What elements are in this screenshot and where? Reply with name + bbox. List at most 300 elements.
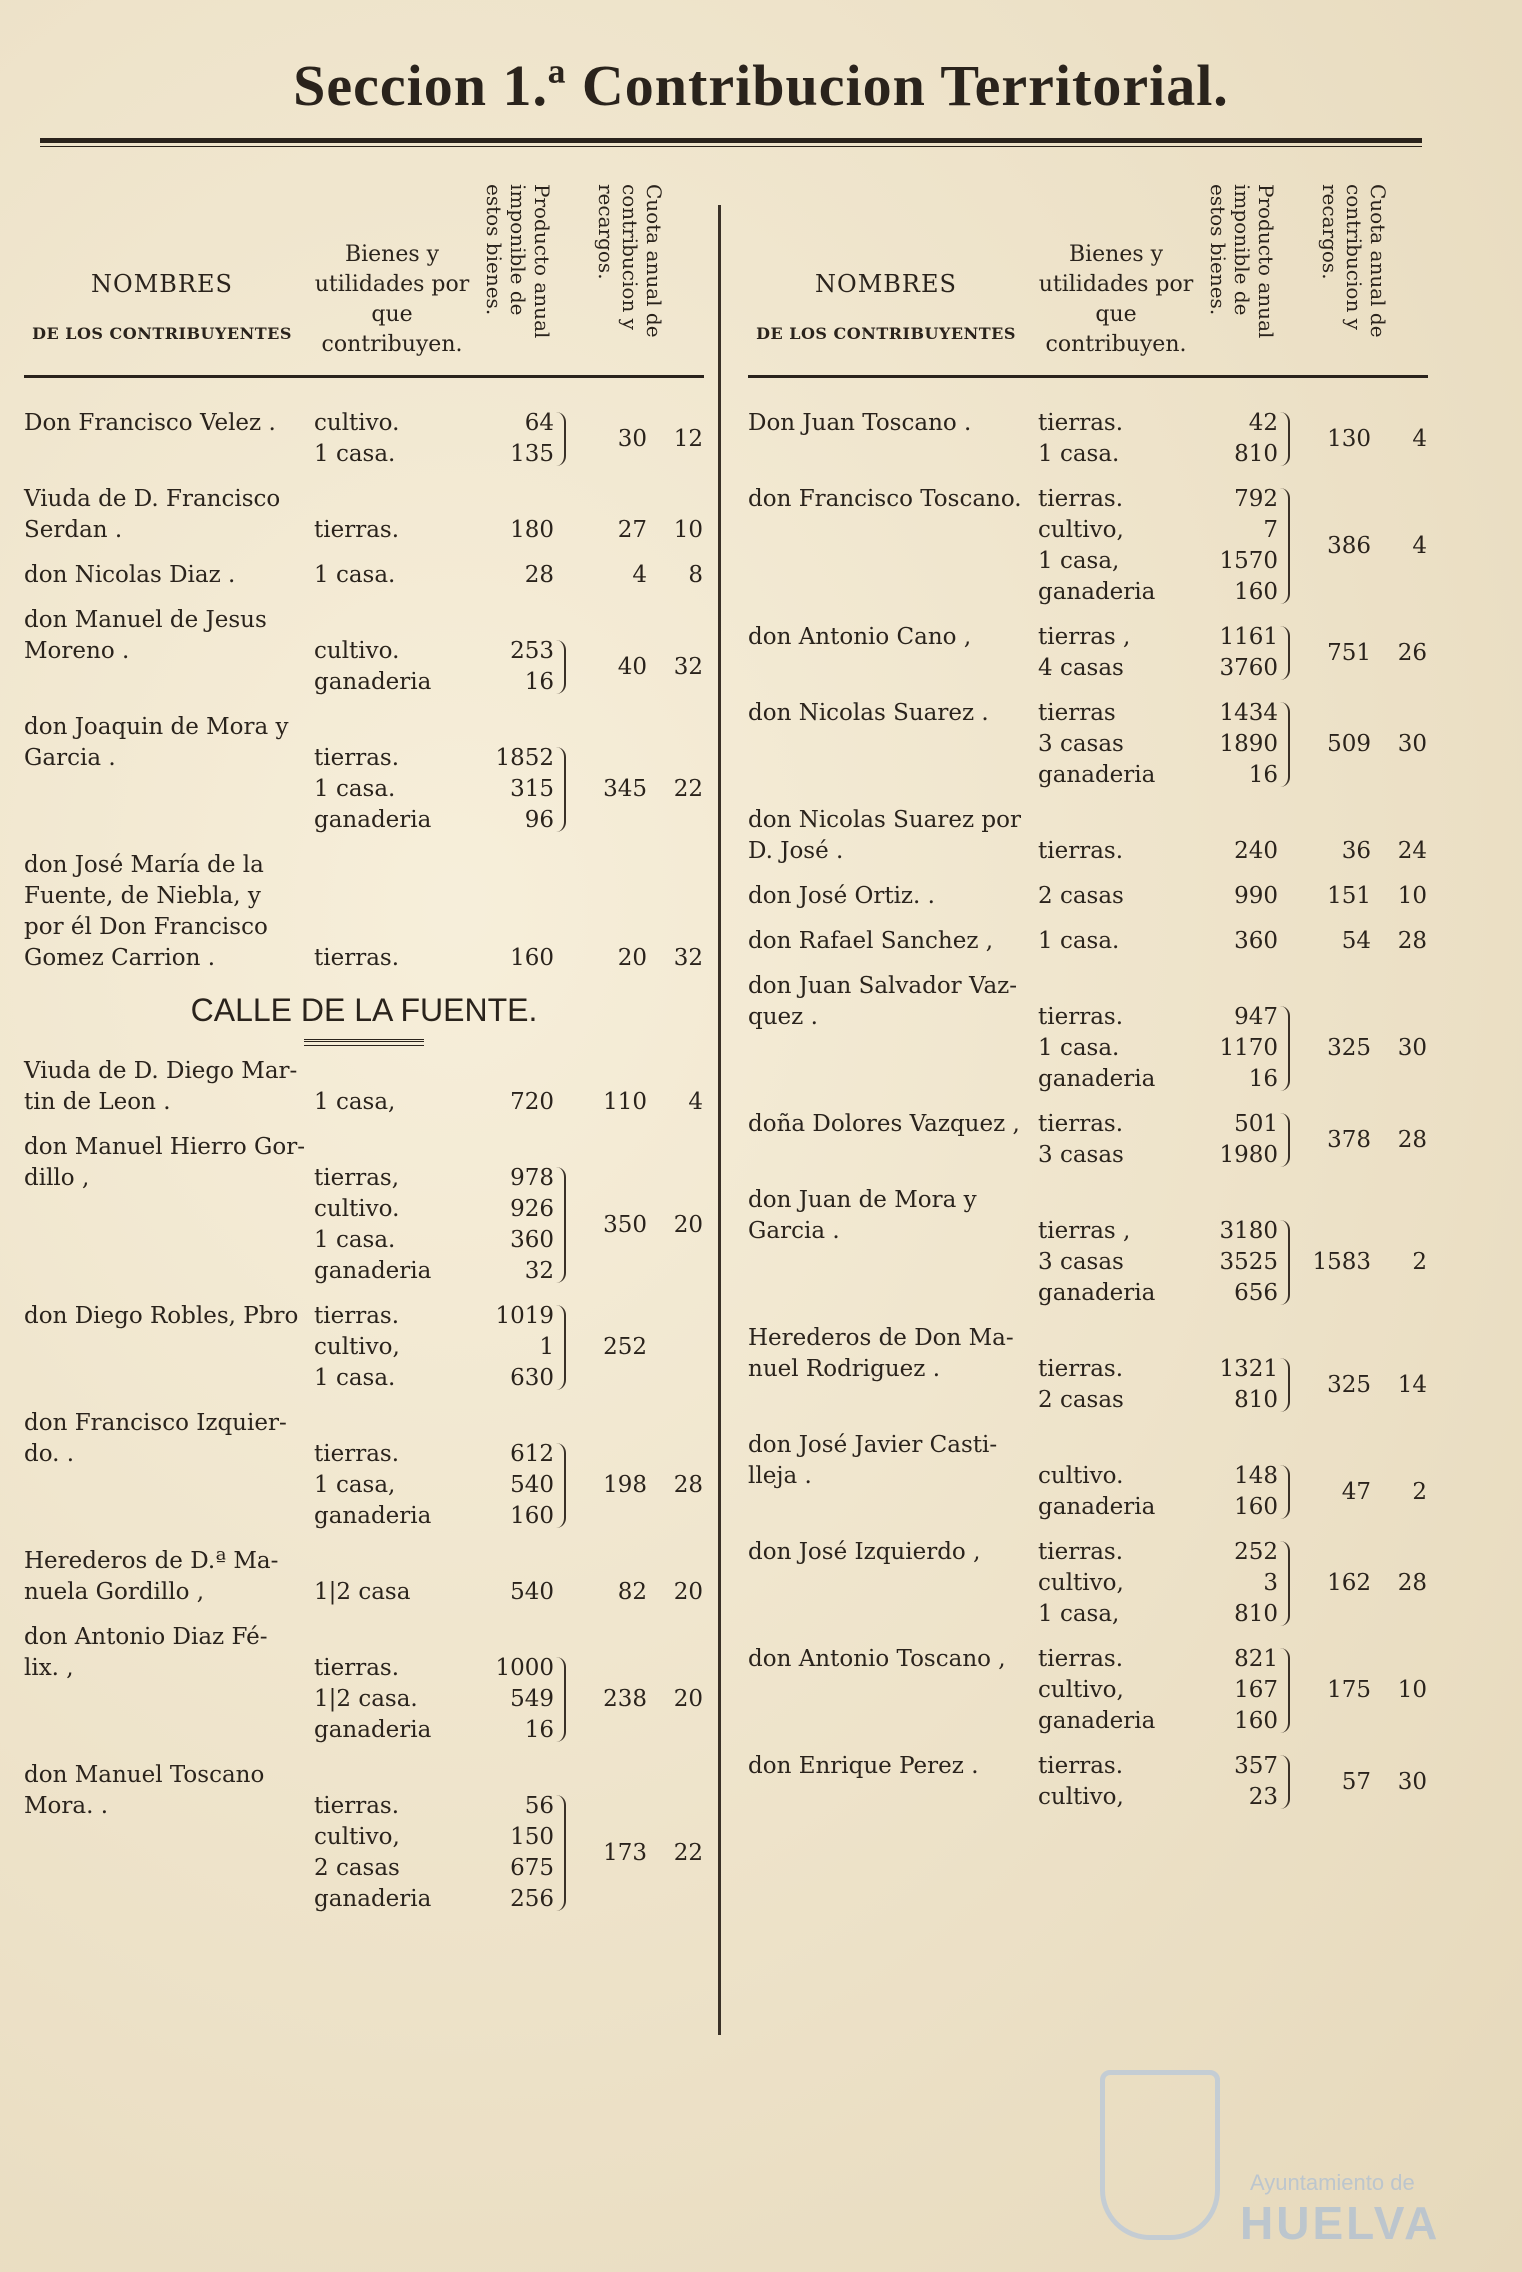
property-item bbox=[314, 774, 554, 805]
property-item bbox=[314, 1332, 554, 1363]
property-value: 64 bbox=[524, 410, 554, 436]
brace-mark bbox=[1278, 1220, 1290, 1305]
property-kind: 3 casas bbox=[1038, 1142, 1124, 1168]
watermark-line1: Ayuntamiento de bbox=[1250, 2170, 1415, 2195]
brace-mark bbox=[1278, 1006, 1290, 1091]
name-line: Serdan . bbox=[24, 517, 123, 543]
right-column bbox=[748, 170, 1428, 1827]
property-value: 792 bbox=[1234, 486, 1278, 512]
tax-pesos: 386 bbox=[1327, 532, 1371, 559]
property-list bbox=[1038, 484, 1278, 608]
property-kind: tierras. bbox=[1038, 1539, 1124, 1565]
property-kind: ganaderia bbox=[314, 807, 432, 833]
property-list bbox=[1038, 1002, 1278, 1095]
name-line: don Manuel Toscano bbox=[24, 1762, 265, 1788]
table-row bbox=[24, 1301, 704, 1394]
property-list bbox=[314, 636, 554, 698]
property-item bbox=[314, 1884, 554, 1915]
name-line: don Francisco Toscano. bbox=[748, 486, 1022, 512]
table-row bbox=[748, 881, 1428, 912]
tax-pesos: 20 bbox=[617, 945, 647, 971]
property-item bbox=[1038, 1492, 1278, 1523]
street-rule bbox=[304, 1039, 424, 1046]
name-line: lleja . bbox=[748, 1463, 812, 1489]
property-kind: tierras. bbox=[1038, 1753, 1124, 1779]
tax-pesos: 30 bbox=[617, 425, 647, 452]
property-kind: 2 casas bbox=[1038, 1387, 1124, 1413]
property-kind: 1 casa. bbox=[1038, 1035, 1120, 1061]
header-names bbox=[24, 270, 300, 343]
brace-mark bbox=[554, 1443, 566, 1528]
property-kind: cultivo. bbox=[314, 1196, 400, 1222]
name-line: don Enrique Perez . bbox=[748, 1753, 979, 1779]
name-line: don José Izquierdo , bbox=[748, 1539, 981, 1565]
property-item bbox=[314, 1087, 554, 1118]
name-line: don José Ortiz. . bbox=[748, 883, 935, 909]
property-item bbox=[314, 1853, 554, 1884]
property-item bbox=[314, 408, 554, 439]
property-kind: tierras. bbox=[1038, 1004, 1124, 1030]
property-item bbox=[1038, 1537, 1278, 1568]
name-line: nuela Gordillo , bbox=[24, 1579, 205, 1605]
brace-mark bbox=[554, 1305, 566, 1390]
header-names bbox=[748, 270, 1024, 343]
property-kind: 1 casa. bbox=[314, 776, 396, 802]
property-kind: ganaderia bbox=[1038, 1708, 1156, 1734]
property-list bbox=[314, 408, 554, 470]
tax-pesos: 47 bbox=[1341, 1478, 1371, 1505]
property-item bbox=[1038, 1354, 1278, 1385]
property-item bbox=[314, 805, 554, 836]
brace-mark bbox=[1278, 1755, 1290, 1809]
contributor-name bbox=[748, 1537, 1038, 1568]
property-value: 360 bbox=[510, 1227, 554, 1253]
name-line: don Nicolas Diaz . bbox=[24, 562, 236, 588]
table-row bbox=[24, 1622, 704, 1746]
name-line: Garcia . bbox=[24, 745, 116, 771]
property-item bbox=[1038, 1278, 1278, 1309]
table-row bbox=[24, 560, 704, 591]
property-value: 630 bbox=[510, 1365, 554, 1391]
property-kind: tierras. bbox=[314, 1655, 400, 1681]
contributor-name bbox=[24, 1546, 314, 1608]
property-kind: 1 casa. bbox=[314, 1365, 396, 1391]
property-value: 42 bbox=[1248, 410, 1278, 436]
table-row bbox=[24, 1408, 704, 1532]
header-producto: Producto anual imponible de estos bienes. bbox=[1206, 184, 1278, 339]
brace-mark bbox=[1278, 1358, 1290, 1412]
brace-mark bbox=[554, 1167, 566, 1283]
property-kind: 3 casas bbox=[1038, 731, 1124, 757]
brace-mark bbox=[1278, 702, 1290, 787]
contributor-name bbox=[748, 881, 1038, 912]
property-item bbox=[1038, 1033, 1278, 1064]
page-title: Seccion 1.ª Contribucion Territorial. bbox=[293, 53, 1229, 118]
property-kind: cultivo, bbox=[314, 1824, 400, 1850]
property-item bbox=[314, 1715, 554, 1746]
property-list bbox=[1038, 1461, 1278, 1523]
property-value: 549 bbox=[510, 1686, 554, 1712]
tax-pesos: 252 bbox=[603, 1334, 647, 1360]
brace-mark bbox=[554, 640, 566, 694]
tax-cents: 28 bbox=[673, 1472, 703, 1498]
property-item bbox=[1038, 881, 1278, 912]
tax-pesos: 130 bbox=[1327, 425, 1371, 452]
property-value: 150 bbox=[510, 1824, 554, 1850]
property-item bbox=[314, 1194, 554, 1225]
property-value: 1890 bbox=[1219, 731, 1278, 757]
contributor-name bbox=[748, 622, 1038, 653]
tax-pesos: 151 bbox=[1327, 883, 1371, 909]
table-row bbox=[24, 1056, 704, 1118]
tax-cents: 20 bbox=[673, 1579, 703, 1605]
property-kind: tierras, bbox=[314, 1165, 400, 1191]
property-list bbox=[1038, 1751, 1278, 1813]
name-line: do. . bbox=[24, 1441, 75, 1467]
property-value: 167 bbox=[1234, 1677, 1278, 1703]
brace-mark bbox=[554, 1795, 566, 1911]
tax-cents: 32 bbox=[673, 945, 703, 971]
property-item bbox=[314, 636, 554, 667]
brace-mark bbox=[1278, 1113, 1290, 1167]
table-header bbox=[748, 170, 1428, 378]
property-list bbox=[1038, 1354, 1278, 1416]
name-line: Viuda de D. Francisco bbox=[24, 486, 281, 512]
name-line: D. José . bbox=[748, 838, 844, 864]
watermark-line2: HUELVA bbox=[1240, 2197, 1441, 2249]
brace-mark bbox=[1278, 488, 1290, 604]
property-item bbox=[1038, 1216, 1278, 1247]
name-line: don Manuel Hierro Gor- bbox=[24, 1134, 306, 1160]
property-value: 16 bbox=[524, 669, 554, 695]
property-kind: 1 casa, bbox=[314, 1472, 396, 1498]
contributor-name bbox=[748, 1109, 1038, 1140]
name-line: nuel Rodriguez . bbox=[748, 1356, 941, 1382]
property-item bbox=[314, 1301, 554, 1332]
property-kind: 4 casas bbox=[1038, 655, 1124, 681]
name-line: don Francisco Izquier- bbox=[24, 1410, 287, 1436]
property-value: 540 bbox=[510, 1472, 554, 1498]
property-kind: 1 casa, bbox=[314, 1089, 396, 1115]
property-kind: tierras. bbox=[1038, 1111, 1124, 1137]
property-list bbox=[314, 1301, 554, 1394]
property-item bbox=[314, 1363, 554, 1394]
tax-cents: 22 bbox=[673, 776, 703, 802]
property-item bbox=[1038, 1002, 1278, 1033]
property-value: 16 bbox=[524, 1717, 554, 1743]
property-kind: 1 casa. bbox=[1038, 441, 1120, 467]
property-value: 32 bbox=[524, 1258, 554, 1284]
property-item bbox=[314, 1439, 554, 1470]
property-item bbox=[1038, 836, 1278, 867]
right-table bbox=[748, 408, 1428, 1813]
contributor-name bbox=[748, 484, 1038, 515]
property-value: 180 bbox=[510, 517, 554, 543]
name-line: don Antonio Toscano , bbox=[748, 1646, 1006, 1672]
tax-cents: 26 bbox=[1397, 639, 1427, 666]
property-item bbox=[314, 1501, 554, 1532]
header-bienes: Bienes y utilidades por que contribuyen. bbox=[314, 242, 470, 357]
header-nombres: NOMBRES bbox=[815, 270, 957, 298]
contributor-name bbox=[24, 1408, 314, 1470]
property-kind: tierras. bbox=[314, 945, 400, 971]
property-kind: tierras bbox=[1038, 700, 1116, 726]
property-kind: ganaderia bbox=[1038, 1280, 1156, 1306]
name-line: don Diego Robles, Pbro bbox=[24, 1303, 299, 1329]
tax-cents: 2 bbox=[1412, 1249, 1427, 1275]
property-kind: cultivo, bbox=[1038, 517, 1124, 543]
brace-mark bbox=[554, 412, 566, 466]
tax-cents: 4 bbox=[1412, 532, 1427, 559]
name-line: por él Don Francisco bbox=[24, 914, 268, 940]
tax-pesos: 198 bbox=[603, 1472, 647, 1498]
name-line: don Antonio Diaz Fé- bbox=[24, 1624, 268, 1650]
property-kind: 2 casas bbox=[1038, 883, 1124, 909]
tax-cents: 22 bbox=[673, 1839, 703, 1866]
property-list bbox=[314, 1163, 554, 1287]
tax-cents: 10 bbox=[673, 517, 703, 543]
name-line: don Nicolas Suarez por bbox=[748, 807, 1021, 833]
property-value: 3180 bbox=[1219, 1218, 1278, 1244]
property-kind: ganaderia bbox=[1038, 1494, 1156, 1520]
brace-mark bbox=[554, 747, 566, 832]
table-row bbox=[748, 1430, 1428, 1523]
street-title: CALLE DE LA FUENTE. bbox=[190, 992, 538, 1028]
property-list bbox=[314, 743, 554, 836]
property-item bbox=[1038, 1140, 1278, 1171]
property-list bbox=[1038, 881, 1278, 912]
tax-pesos: 54 bbox=[1341, 928, 1371, 954]
name-line: Don Francisco Velez . bbox=[24, 410, 276, 436]
property-item bbox=[314, 1653, 554, 1684]
contributor-name bbox=[748, 1644, 1038, 1675]
property-item bbox=[314, 1577, 554, 1608]
property-item bbox=[1038, 408, 1278, 439]
property-item bbox=[1038, 622, 1278, 653]
property-item bbox=[1038, 1675, 1278, 1706]
property-value: 1852 bbox=[495, 745, 554, 771]
property-item bbox=[314, 515, 554, 546]
property-item bbox=[1038, 926, 1278, 957]
property-list bbox=[314, 1653, 554, 1746]
property-kind: ganaderia bbox=[314, 1258, 432, 1284]
property-item bbox=[1038, 1109, 1278, 1140]
property-kind: cultivo, bbox=[1038, 1677, 1124, 1703]
name-line: Viuda de D. Diego Mar- bbox=[24, 1058, 298, 1084]
street-heading bbox=[24, 992, 704, 1046]
property-value: 16 bbox=[1248, 1066, 1278, 1092]
property-kind: cultivo, bbox=[1038, 1784, 1124, 1810]
header-producto: Producto anual imponible de estos bienes. bbox=[482, 184, 554, 339]
property-value: 23 bbox=[1248, 1784, 1278, 1810]
tax-pesos: 345 bbox=[603, 776, 647, 802]
property-kind: tierras , bbox=[1038, 1218, 1131, 1244]
property-list bbox=[1038, 926, 1278, 957]
property-kind: ganaderia bbox=[314, 1503, 432, 1529]
title-rule-thin bbox=[40, 146, 1422, 147]
property-value: 656 bbox=[1234, 1280, 1278, 1306]
brace-mark bbox=[1278, 1541, 1290, 1626]
table-row bbox=[748, 926, 1428, 957]
property-item bbox=[1038, 1064, 1278, 1095]
property-kind: 1|2 casa. bbox=[314, 1686, 418, 1712]
brace-mark bbox=[1278, 1648, 1290, 1733]
property-item bbox=[1038, 515, 1278, 546]
contributor-name bbox=[24, 1301, 314, 1332]
left-table bbox=[24, 408, 704, 1915]
name-line: Herederos de D.ª Ma- bbox=[24, 1548, 279, 1574]
property-value: 160 bbox=[510, 1503, 554, 1529]
contributor-name bbox=[748, 971, 1038, 1033]
property-item bbox=[314, 1163, 554, 1194]
property-kind: ganaderia bbox=[314, 1886, 432, 1912]
tax-pesos: 238 bbox=[603, 1686, 647, 1712]
header-bienes: Bienes y utilidades por que contribuyen. bbox=[1038, 242, 1194, 357]
table-row bbox=[748, 484, 1428, 608]
property-item bbox=[314, 560, 554, 591]
property-list bbox=[314, 1577, 554, 1608]
contributor-name bbox=[748, 1185, 1038, 1247]
property-item bbox=[1038, 1568, 1278, 1599]
table-row bbox=[748, 622, 1428, 684]
property-item bbox=[1038, 484, 1278, 515]
property-kind: tierras. bbox=[314, 745, 400, 771]
contributor-name bbox=[24, 1760, 314, 1822]
property-value: 240 bbox=[1234, 838, 1278, 864]
property-value: 1170 bbox=[1219, 1035, 1278, 1061]
table-row bbox=[24, 408, 704, 470]
property-value: 160 bbox=[1234, 579, 1278, 605]
contributor-name bbox=[24, 1622, 314, 1684]
brace-mark bbox=[1278, 626, 1290, 680]
tax-cents: 20 bbox=[673, 1686, 703, 1712]
tax-pesos: 175 bbox=[1327, 1677, 1371, 1703]
property-list bbox=[314, 1791, 554, 1915]
property-kind: tierras. bbox=[1038, 838, 1124, 864]
property-kind: tierras. bbox=[1038, 1356, 1124, 1382]
property-value: 810 bbox=[1234, 1387, 1278, 1413]
tax-cents: 24 bbox=[1397, 838, 1427, 864]
table-row bbox=[748, 408, 1428, 470]
property-value: 256 bbox=[510, 1886, 554, 1912]
watermark bbox=[1100, 2070, 1441, 2249]
property-item bbox=[314, 1225, 554, 1256]
property-list bbox=[314, 943, 554, 974]
tax-cents: 20 bbox=[673, 1211, 703, 1238]
name-line: don José Javier Casti- bbox=[748, 1432, 998, 1458]
table-row bbox=[24, 484, 704, 546]
property-value: 1019 bbox=[495, 1303, 554, 1329]
column-divider bbox=[718, 205, 721, 2035]
property-kind: tierras. bbox=[1038, 1646, 1124, 1672]
property-kind: tierras , bbox=[1038, 624, 1131, 650]
property-value: 148 bbox=[1234, 1463, 1278, 1489]
contributor-name bbox=[24, 1056, 314, 1118]
property-item bbox=[1038, 760, 1278, 791]
property-kind: 1 casa. bbox=[314, 1227, 396, 1253]
property-kind: 1|2 casa bbox=[314, 1579, 411, 1605]
property-kind: tierras. bbox=[1038, 486, 1124, 512]
property-item bbox=[1038, 1385, 1278, 1416]
property-item bbox=[1038, 729, 1278, 760]
property-item bbox=[1038, 1247, 1278, 1278]
tax-cents: 12 bbox=[673, 425, 703, 452]
tax-cents: 30 bbox=[1397, 1768, 1427, 1795]
property-kind: ganaderia bbox=[314, 1717, 432, 1743]
property-value: 821 bbox=[1234, 1646, 1278, 1672]
property-list bbox=[1038, 1644, 1278, 1737]
tax-pesos: 509 bbox=[1327, 731, 1371, 757]
property-value: 810 bbox=[1234, 441, 1278, 467]
property-kind: 1 casa. bbox=[314, 441, 396, 467]
name-line: don Rafael Sanchez , bbox=[748, 928, 994, 954]
property-kind: 1 casa. bbox=[1038, 928, 1120, 954]
name-line: don Juan de Mora y bbox=[748, 1187, 977, 1213]
contributor-name bbox=[24, 712, 314, 774]
property-item bbox=[1038, 439, 1278, 470]
property-value: 720 bbox=[510, 1089, 554, 1115]
contributor-name bbox=[24, 408, 314, 439]
property-item bbox=[1038, 1644, 1278, 1675]
tax-pesos: 40 bbox=[617, 653, 647, 680]
property-list bbox=[314, 560, 554, 591]
name-line: dillo , bbox=[24, 1165, 90, 1191]
property-list bbox=[1038, 1109, 1278, 1171]
header-cuota: Cuota anual de contribucion y recargos. bbox=[594, 184, 666, 338]
property-value: 675 bbox=[510, 1855, 554, 1881]
brace-mark bbox=[1278, 412, 1290, 466]
property-value: 501 bbox=[1234, 1111, 1278, 1137]
property-item bbox=[314, 1470, 554, 1501]
tax-pesos: 350 bbox=[603, 1211, 647, 1238]
name-line: Garcia . bbox=[748, 1218, 840, 1244]
property-list bbox=[1038, 836, 1278, 867]
property-value: 3525 bbox=[1219, 1249, 1278, 1275]
tax-cents: 4 bbox=[688, 1089, 703, 1115]
contributor-name bbox=[24, 850, 314, 974]
property-list bbox=[314, 1439, 554, 1532]
property-value: 360 bbox=[1234, 928, 1278, 954]
name-line: don Juan Salvador Vaz- bbox=[748, 973, 1018, 999]
tax-cents: 30 bbox=[1397, 1035, 1427, 1061]
tax-pesos: 57 bbox=[1341, 1768, 1371, 1795]
tax-cents: 28 bbox=[1397, 928, 1427, 954]
tax-pesos: 173 bbox=[603, 1839, 647, 1866]
contributor-name bbox=[748, 805, 1038, 867]
property-item bbox=[1038, 577, 1278, 608]
table-row bbox=[748, 1109, 1428, 1171]
tax-cents: 4 bbox=[1412, 425, 1427, 452]
table-header bbox=[24, 170, 704, 378]
table-row bbox=[748, 1751, 1428, 1813]
property-kind: ganaderia bbox=[1038, 762, 1156, 788]
table-row bbox=[24, 712, 704, 836]
property-value: 1321 bbox=[1219, 1356, 1278, 1382]
property-kind: 1 casa, bbox=[1038, 548, 1120, 574]
property-item bbox=[314, 1791, 554, 1822]
property-item bbox=[1038, 546, 1278, 577]
contributor-name bbox=[748, 926, 1038, 957]
property-value: 810 bbox=[1234, 1601, 1278, 1627]
name-line: don Joaquin de Mora y bbox=[24, 714, 289, 740]
tax-cents: 2 bbox=[1412, 1478, 1427, 1505]
property-kind: 1 casa, bbox=[1038, 1601, 1120, 1627]
tax-pesos: 378 bbox=[1327, 1126, 1371, 1153]
name-line: Mora. . bbox=[24, 1793, 109, 1819]
brace-mark bbox=[1278, 1465, 1290, 1519]
table-row bbox=[24, 605, 704, 698]
tax-cents: 8 bbox=[688, 562, 703, 588]
